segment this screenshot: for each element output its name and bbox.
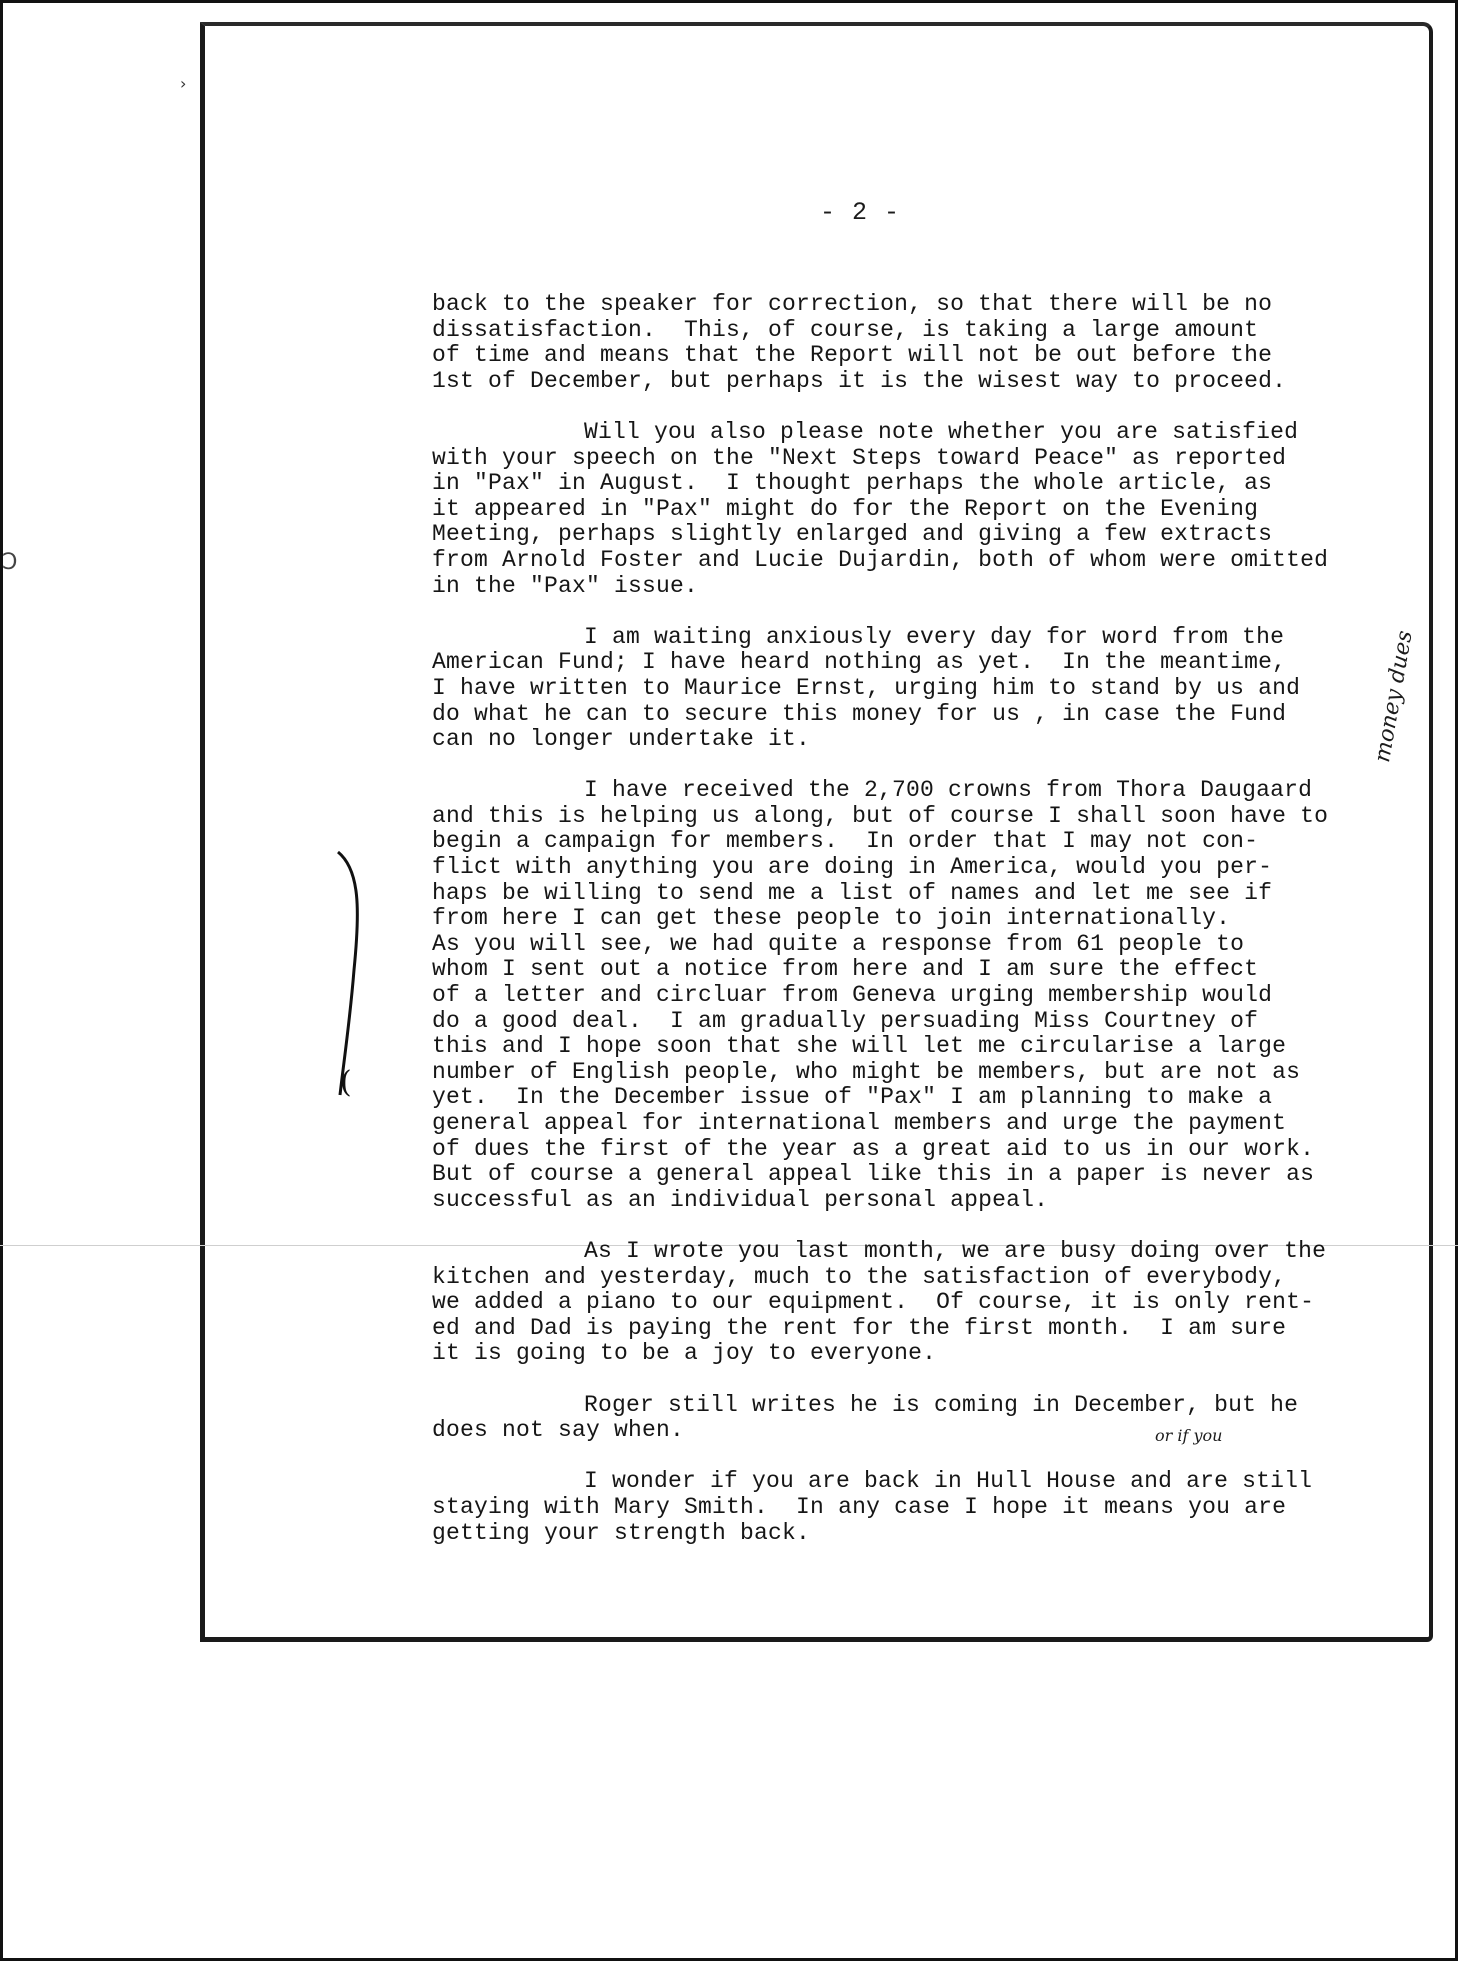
text-line: ed and Dad is paying the rent for the first month. I am sure [432, 1314, 1287, 1341]
text-line: flict with anything you are doing in America, would you per- [432, 854, 1273, 881]
text-line: back to the speaker for correction, so that there will be no [432, 291, 1273, 317]
text-line: But of course a general appeal like this in a paper is never as [432, 1161, 1315, 1188]
text-line: I have written to Maurice Ernst, urging him to stand by us and [432, 674, 1301, 701]
text-line: begin a campaign for members. In order that I may not con- [432, 828, 1259, 855]
text-line: staying with Mary Smith. In any case I hope it means you are [432, 1493, 1287, 1520]
paragraph [432, 420, 1392, 599]
text-line: from here I can get these people to join internationally. [432, 905, 1231, 932]
paragraph [432, 778, 1392, 1213]
text-line: from Arnold Foster and Lucie Dujardin, both of whom were omitted [432, 546, 1329, 573]
text-line: it is going to be a joy to everyone. [432, 1340, 937, 1367]
text-line: it appeared in "Pax" might do for the Report on the Evening [432, 495, 1259, 522]
text-line: successful as an individual personal appeal. [432, 1186, 1049, 1213]
text-line: I am waiting anxiously every day for word from the [584, 623, 1285, 650]
paragraph [432, 1393, 1392, 1444]
text-line: American Fund; I have heard nothing as yet. In the meantime, [432, 649, 1287, 676]
text-line: Roger still writes he is coming in December, but he [584, 1391, 1299, 1418]
text-line: kitchen and yesterday, much to the satisfaction of everybody, [432, 1263, 1287, 1290]
text-line: in the "Pax" issue. [432, 572, 699, 599]
paragraph [432, 1469, 1392, 1546]
text-line: I have received the 2,700 crowns from Thora Daugaard [584, 777, 1313, 804]
text-line: As I wrote you last month, we are busy doing over the [584, 1237, 1327, 1264]
text-line: Meeting, perhaps slightly enlarged and giving a few extracts [432, 521, 1273, 548]
handwritten-insertion: or if you [1155, 1426, 1223, 1445]
paragraph [432, 292, 1392, 394]
text-line: number of English people, who might be members, but are not as [432, 1058, 1301, 1085]
text-line: of time and means that the Report will not be out before the [432, 342, 1273, 369]
margin-bracket-mark [330, 850, 370, 1100]
text-line: general appeal for international members and urge the payment [432, 1110, 1287, 1136]
text-line: getting your strength back. [432, 1519, 811, 1546]
page-number: - 2 - [820, 198, 901, 227]
text-line: As you will see, we had quite a response from 61 people to [432, 930, 1245, 957]
text-line: in "Pax" in August. I thought perhaps the whole article, as [432, 470, 1273, 497]
letter-body [432, 292, 1392, 1546]
text-line: of dues the first of the year as a great aid to us in our work. [432, 1135, 1315, 1162]
text-line: whom I sent out a notice from here and I am sure the effect [432, 956, 1259, 983]
text-line: I wonder if you are back in Hull House and are still [584, 1468, 1313, 1495]
paragraph [432, 1239, 1392, 1367]
handwritten-margin-note: money dues [1370, 628, 1418, 765]
text-line: do what he can to secure this money for us , in case the Fund [432, 700, 1287, 727]
text-line: we added a piano to our equipment. Of course, it is only rent- [432, 1289, 1315, 1316]
margin-parenthesis-mark: ( [340, 1065, 352, 1100]
punch-hole-mark: Ɔ [2, 550, 18, 575]
paragraph [432, 625, 1392, 753]
text-line: does not say when. [432, 1417, 685, 1444]
text-line: 1st of December, but perhaps it is the wisest way to proceed. [432, 367, 1287, 394]
text-line: Will you also please note whether you are satisfied [584, 418, 1299, 445]
text-line: yet. In the December issue of "Pax" I am planning to make a [432, 1084, 1273, 1111]
text-line: and this is helping us along, but of course I shall soon have to [432, 802, 1329, 829]
text-line: do a good deal. I am gradually persuading Miss Courtney of [432, 1007, 1259, 1034]
text-line: this and I hope soon that she will let me circularise a large [432, 1033, 1287, 1060]
corner-mark: › [180, 74, 187, 93]
text-line: can no longer undertake it. [432, 726, 811, 753]
text-line: dissatisfaction. This, of course, is taking a large amount [432, 316, 1259, 343]
text-line: with your speech on the "Next Steps toward Peace" as reported [432, 444, 1287, 471]
text-line: of a letter and circluar from Geneva urging membership would [432, 982, 1273, 1009]
text-line: haps be willing to send me a list of names and let me see if [432, 879, 1273, 906]
